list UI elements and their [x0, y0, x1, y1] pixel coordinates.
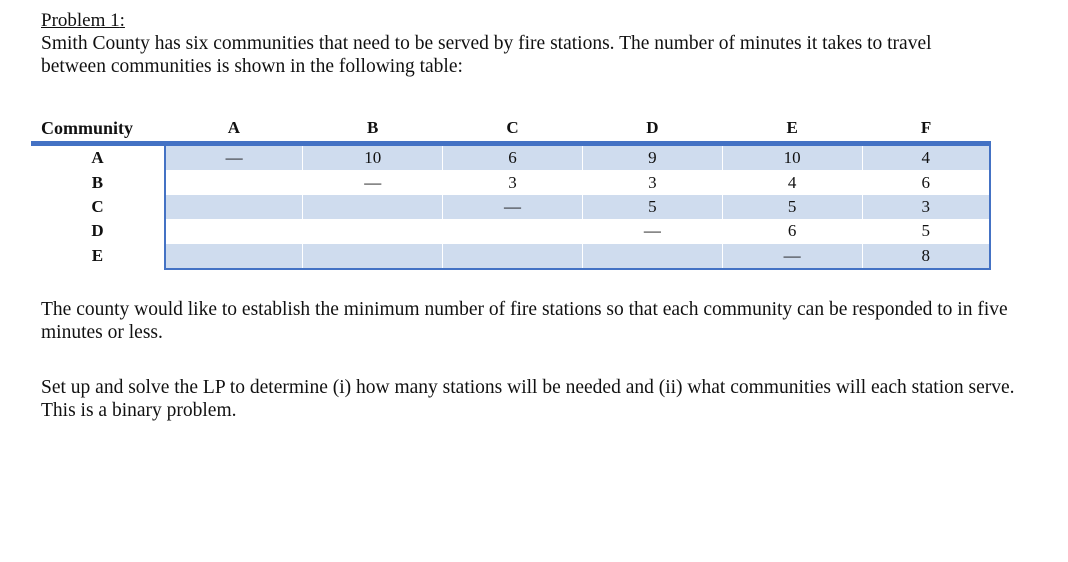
table-cell: 3: [443, 170, 583, 194]
table-cell: [165, 244, 303, 269]
table-cell: 8: [862, 244, 990, 269]
problem-header: [41, 10, 1041, 78]
table-cell: [303, 195, 443, 219]
task-paragraph: Set up and solve the LP to determine (i) how many stations will be needed and (ii) what communities will each station serve. This is a binary problem.: [41, 377, 1015, 421]
table-cell: —: [303, 170, 443, 194]
table-cell: 6: [443, 144, 583, 171]
table-cell: —: [722, 244, 862, 269]
county-paragraph: The county would like to establish the minimum number of fire stations so that each community can be responded to in five minutes or less.: [41, 299, 1008, 343]
table-cell: —: [582, 219, 722, 243]
header-a: A: [165, 115, 303, 144]
header-d: D: [582, 115, 722, 144]
table-cell: 3: [582, 170, 722, 194]
header-c: C: [443, 115, 583, 144]
table-cell: 4: [862, 144, 990, 171]
table-row: [31, 170, 990, 194]
header-b: B: [303, 115, 443, 144]
table-row: [31, 195, 990, 219]
table-row: [31, 144, 990, 171]
table-cell: [165, 195, 303, 219]
table-row: [31, 244, 990, 269]
table-cell: [303, 219, 443, 243]
table-cell: —: [443, 195, 583, 219]
table-row: [31, 219, 990, 243]
row-label: D: [31, 219, 165, 243]
table-cell: 10: [722, 144, 862, 171]
table-cell: [303, 244, 443, 269]
table-cell: [582, 244, 722, 269]
table-cell: 5: [582, 195, 722, 219]
problem-title-colon: :: [119, 10, 125, 31]
table-cell: 4: [722, 170, 862, 194]
table-cell: 10: [303, 144, 443, 171]
table-cell: [165, 170, 303, 194]
table-cell: 5: [722, 195, 862, 219]
table-cell: 3: [862, 195, 990, 219]
table-cell: 6: [862, 170, 990, 194]
intro-paragraph: Smith County has six communities that need to be served by fire stations. The number of minutes it takes to travel between communities is shown in the following table:: [41, 33, 932, 77]
table-cell: [443, 244, 583, 269]
row-label: C: [31, 195, 165, 219]
row-label: E: [31, 244, 165, 269]
header-e: E: [722, 115, 862, 144]
table-cell: —: [165, 144, 303, 171]
table-cell: 5: [862, 219, 990, 243]
travel-time-table: [31, 115, 991, 270]
row-label: A: [31, 144, 165, 171]
table-cell: 9: [582, 144, 722, 171]
table-cell: [443, 219, 583, 243]
problem-title-text: Problem 1: [41, 10, 120, 31]
table-cell: [165, 219, 303, 243]
problem-title: [41, 10, 1041, 32]
table-header-row: [31, 115, 990, 144]
header-f: F: [862, 115, 990, 144]
table-cell: 6: [722, 219, 862, 243]
row-label: B: [31, 170, 165, 194]
header-community: Community: [31, 115, 165, 144]
